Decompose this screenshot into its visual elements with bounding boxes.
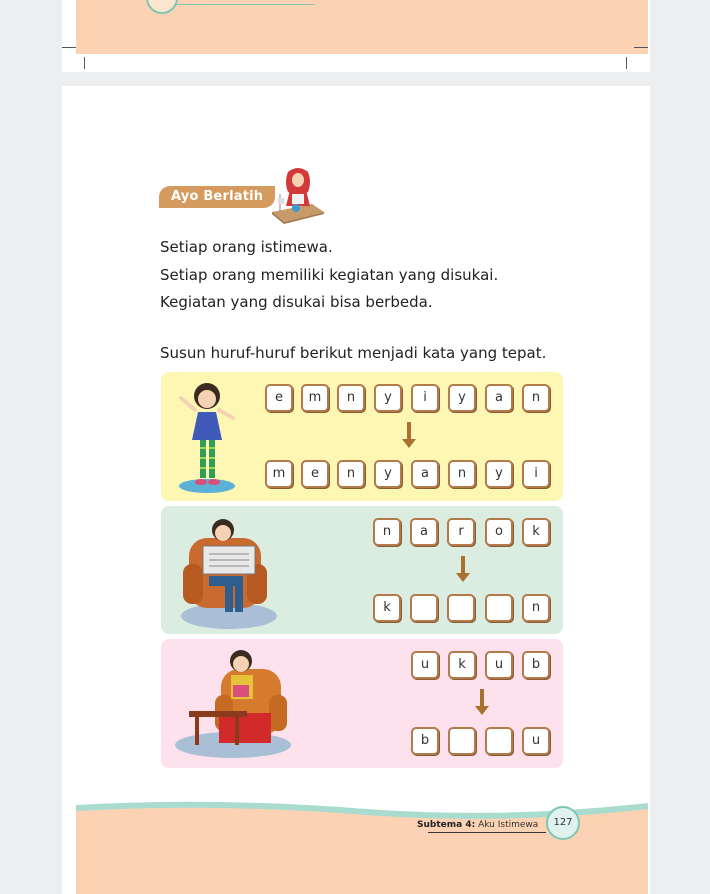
letter-tile: n (337, 384, 365, 412)
letter-tile: r (447, 518, 475, 546)
answer-tile[interactable]: n (448, 460, 476, 488)
paragraph-line-1: Setiap orang istimewa. (160, 238, 333, 256)
crop-mark (84, 57, 85, 69)
letter-tile: u (411, 651, 439, 679)
answer-tile[interactable]: k (373, 594, 401, 622)
down-arrow-icon (407, 422, 411, 440)
answer-tile[interactable] (485, 594, 513, 622)
puzzle-panel-1 (161, 372, 563, 501)
previous-page-number-circle (146, 0, 178, 14)
answer-tile[interactable]: m (265, 460, 293, 488)
answer-tile[interactable]: e (301, 460, 329, 488)
previous-page-footer-line (174, 4, 314, 5)
letter-tile: m (301, 384, 329, 412)
answer-tile[interactable]: b (411, 727, 439, 755)
footer-subtheme-title: Aku Istimewa (478, 820, 539, 830)
puzzle-panel-3 (161, 639, 563, 768)
letter-tile: o (485, 518, 513, 546)
letter-tile: a (410, 518, 438, 546)
answer-tile[interactable] (410, 594, 438, 622)
letter-tile: k (448, 651, 476, 679)
puzzle-panel-2 (161, 506, 563, 634)
answer-tile[interactable] (448, 727, 476, 755)
girl-singing-illustration (167, 376, 245, 496)
footer-subtheme (417, 820, 538, 830)
answer-tile[interactable]: a (411, 460, 439, 488)
instruction-text: Susun huruf-huruf berikut menjadi kata yang tepat. (160, 344, 547, 362)
letter-tile: y (374, 384, 402, 412)
section-badge: Ayo Berlatih (159, 186, 275, 208)
page-number: 127 (546, 806, 580, 840)
letter-tile: b (522, 651, 550, 679)
answer-tile[interactable] (447, 594, 475, 622)
answer-tile[interactable] (485, 727, 513, 755)
crop-mark (634, 47, 648, 48)
crop-mark (62, 47, 76, 48)
letter-tile: n (373, 518, 401, 546)
letter-tile: u (485, 651, 513, 679)
man-reading-newspaper-illustration (179, 510, 281, 632)
letter-tile: k (522, 518, 550, 546)
girl-knitting-illustration (173, 645, 293, 763)
letter-tile: i (411, 384, 439, 412)
letter-tile: e (265, 384, 293, 412)
letter-tile: n (522, 384, 550, 412)
previous-page-strip (62, 0, 650, 72)
answer-tile[interactable]: n (337, 460, 365, 488)
paragraph-line-3: Kegiatan yang disukai bisa berbeda. (160, 293, 433, 311)
book-page (62, 86, 650, 894)
previous-page-footer-band (76, 0, 648, 54)
down-arrow-icon (461, 556, 465, 574)
girl-studying-illustration (268, 164, 328, 226)
footer-subtheme-label: Subtema 4: (417, 820, 476, 830)
paragraph-line-2: Setiap orang memiliki kegiatan yang disukai. (160, 266, 499, 284)
answer-tile[interactable]: n (522, 594, 550, 622)
answer-tile[interactable]: y (374, 460, 402, 488)
answer-tile[interactable]: y (485, 460, 513, 488)
letter-tile: y (448, 384, 476, 412)
answer-tile[interactable]: i (522, 460, 550, 488)
down-arrow-icon (480, 689, 484, 707)
letter-tile: a (485, 384, 513, 412)
answer-tile[interactable]: u (522, 727, 550, 755)
footer-underline (428, 832, 546, 833)
crop-mark (626, 57, 627, 69)
